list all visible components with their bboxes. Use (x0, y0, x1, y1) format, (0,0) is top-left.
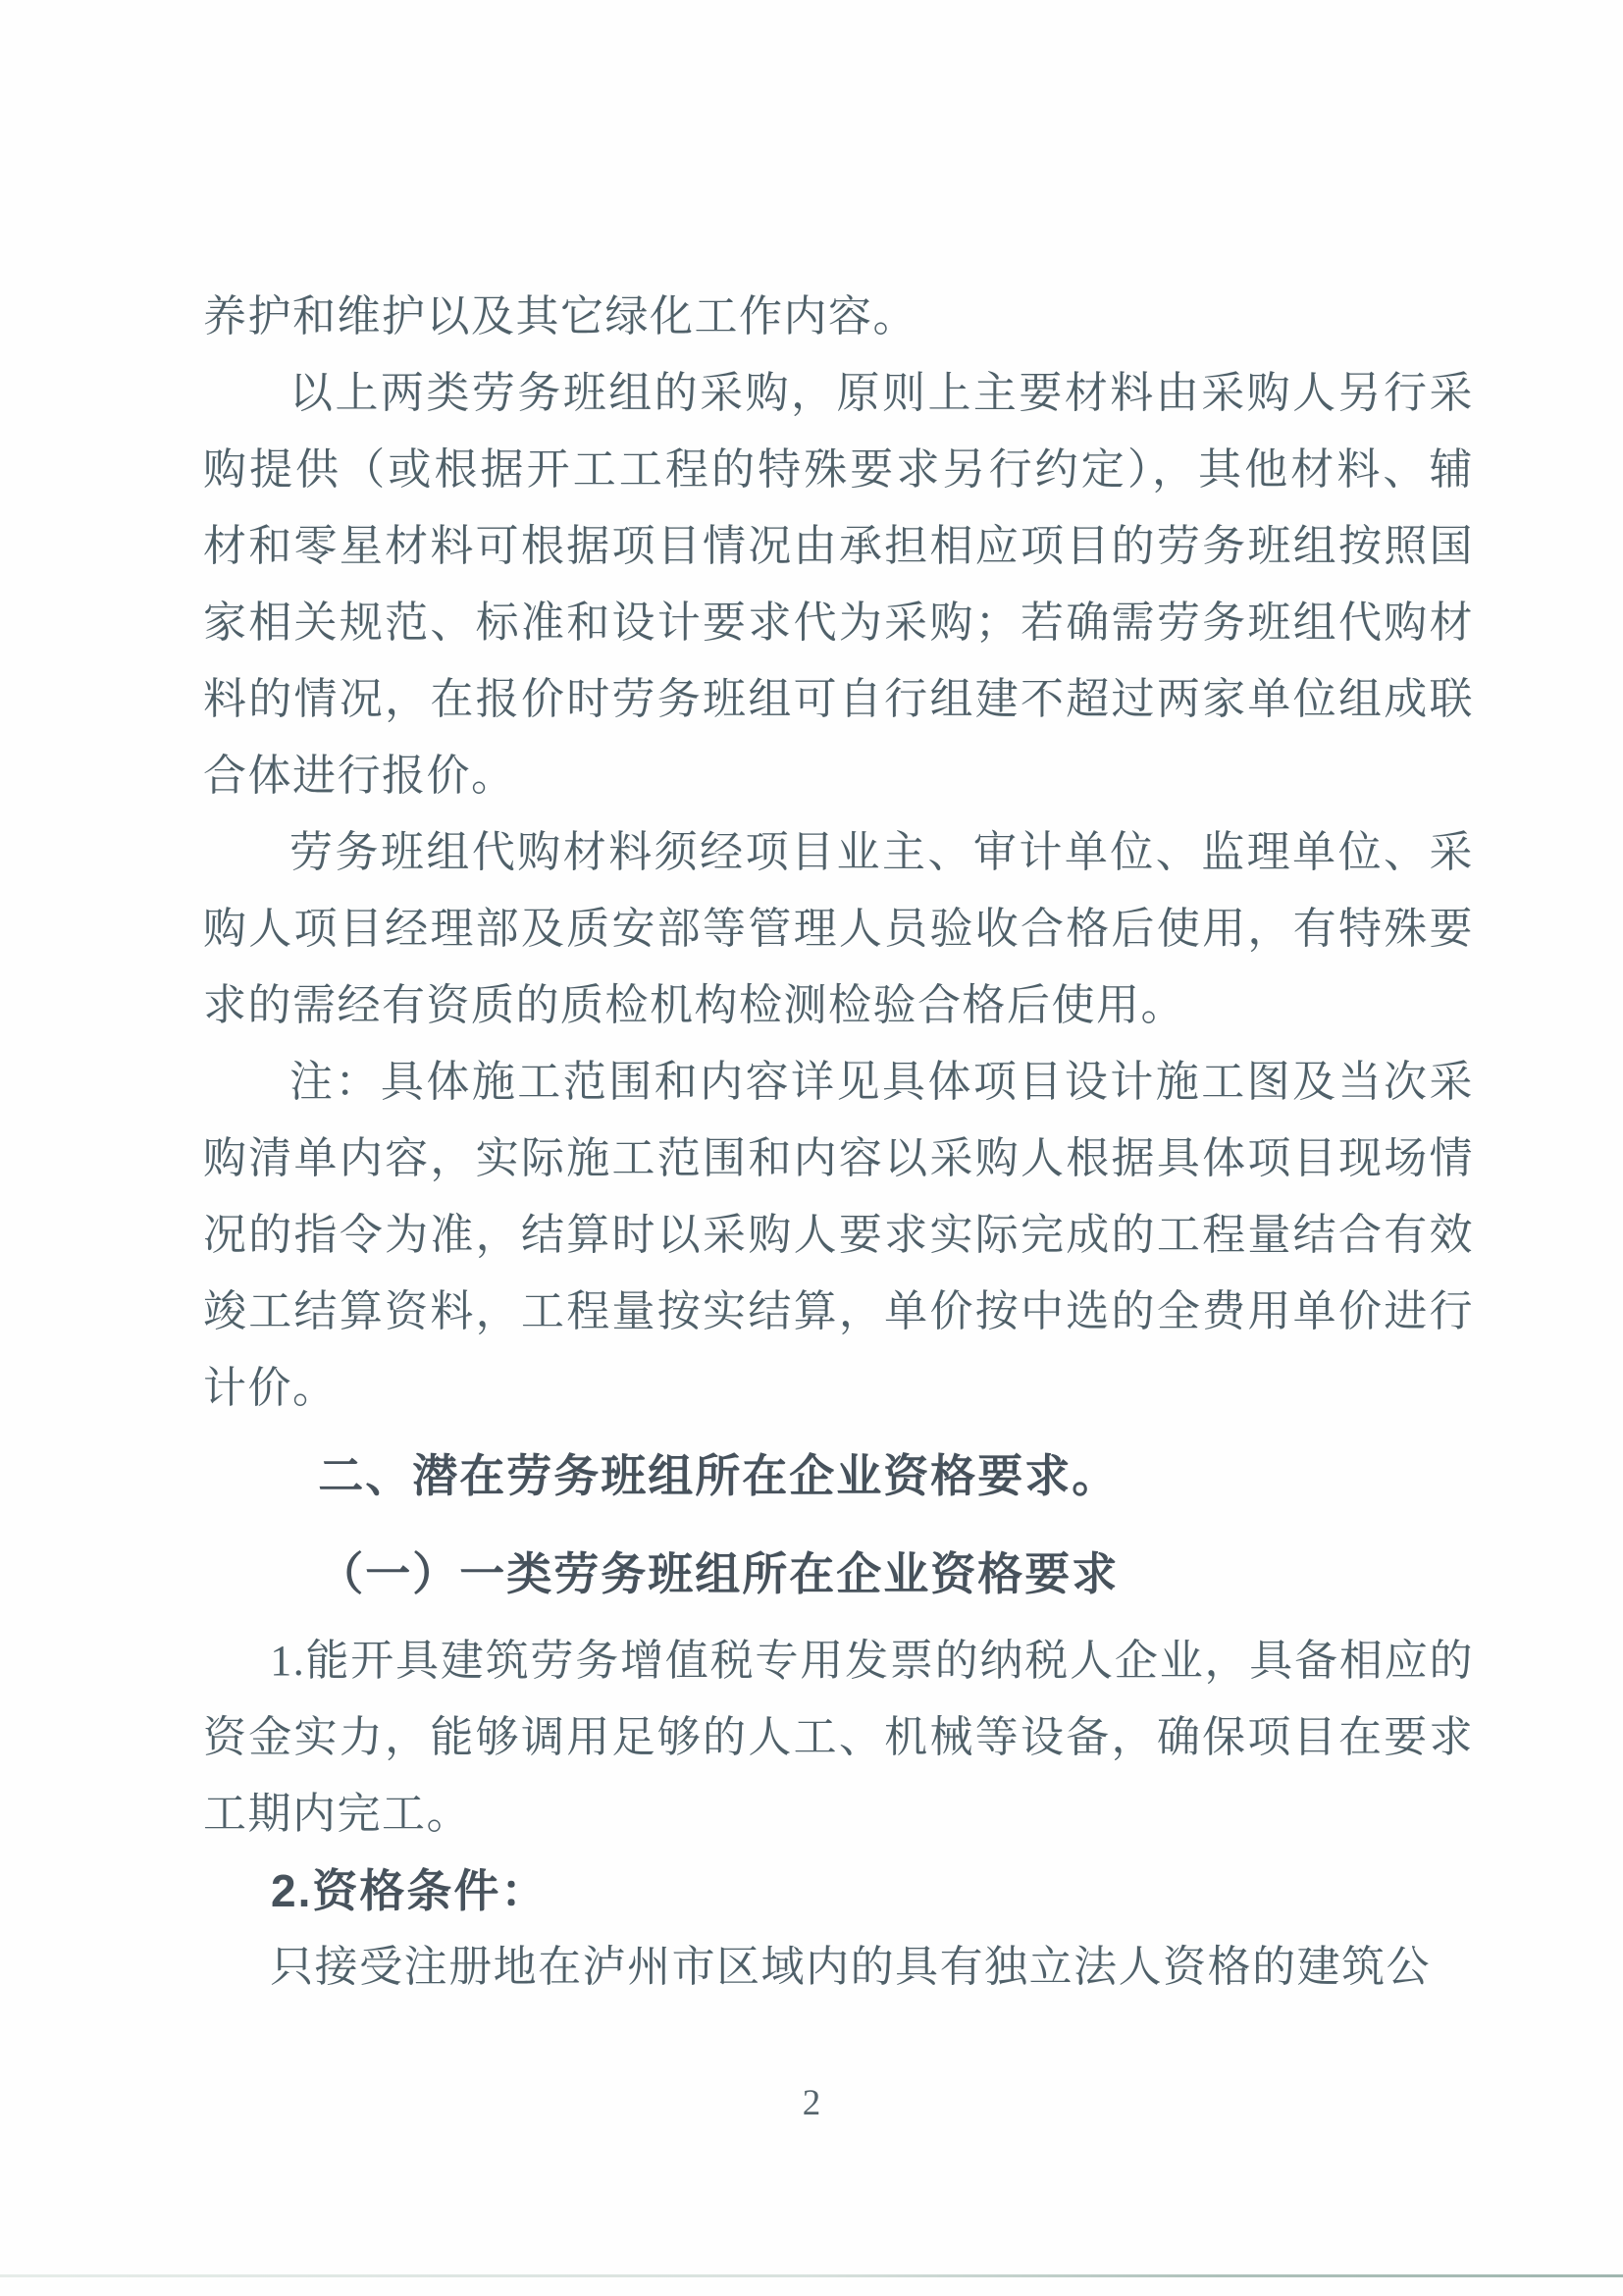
heading-section-two-qualification-requirements: 二、潜在劳务班组所在企业资格要求。 (318, 1450, 1120, 1501)
page-number: 2 (802, 2083, 821, 2123)
scan-bottom-edge-line (0, 2274, 1623, 2277)
paragraph-registration-location-requirement: 只接受注册地在泸州市区域内的具有独立法人资格的建筑公 (270, 1943, 1432, 1991)
paragraph-item1-taxpayer-enterprise: 1.能开具建筑劳务增值税专用发票的纳税人企业，具备相应的资金实力，能够调用足够的人工、机械等设备，确保项目在要求工期内完工。 (203, 1637, 1474, 1838)
heading-item2-qualification-conditions: 2.资格条件： (271, 1865, 549, 1916)
paragraph-two-types-procurement: 以上两类劳务班组的采购，原则上主要材料由采购人另行采购提供（或根据开工工程的特殊要求另行约定），其他材料、辅材和零星材料可根据项目情况由承担相应项目的劳务班组按照国家相关规范、标准和设计要求代为采购；若确需劳务班组代购材料的情况，在报价时劳务班组可自行组建不超过两家单位组成联合体进行报价。 (203, 369, 1474, 800)
paragraph-greening-content: 养护和维护以及其它绿化工作内容。 (203, 292, 917, 340)
document-body (203, 279, 1474, 2006)
paragraph-note-scope-and-settlement: 注：具体施工范围和内容详见具体项目设计施工图及当次采购清单内容，实际施工范围和内容以采购人根据具体项目现场情况的指令为准，结算时以采购人要求实际完成的工程量结合有效竣工结算资料，工程量按实结算，单价按中选的全费用单价进行计价。 (203, 1058, 1474, 1412)
paragraph-material-acceptance: 劳务班组代购材料须经项目业主、审计单位、监理单位、采购人项目经理部及质安部等管理人员验收合格后使用，有特殊要求的需经有资质的质检机构检测检验合格后使用。 (203, 828, 1474, 1029)
heading-subsection-one-class1-requirements: （一）一类劳务班组所在企业资格要求 (318, 1548, 1120, 1599)
